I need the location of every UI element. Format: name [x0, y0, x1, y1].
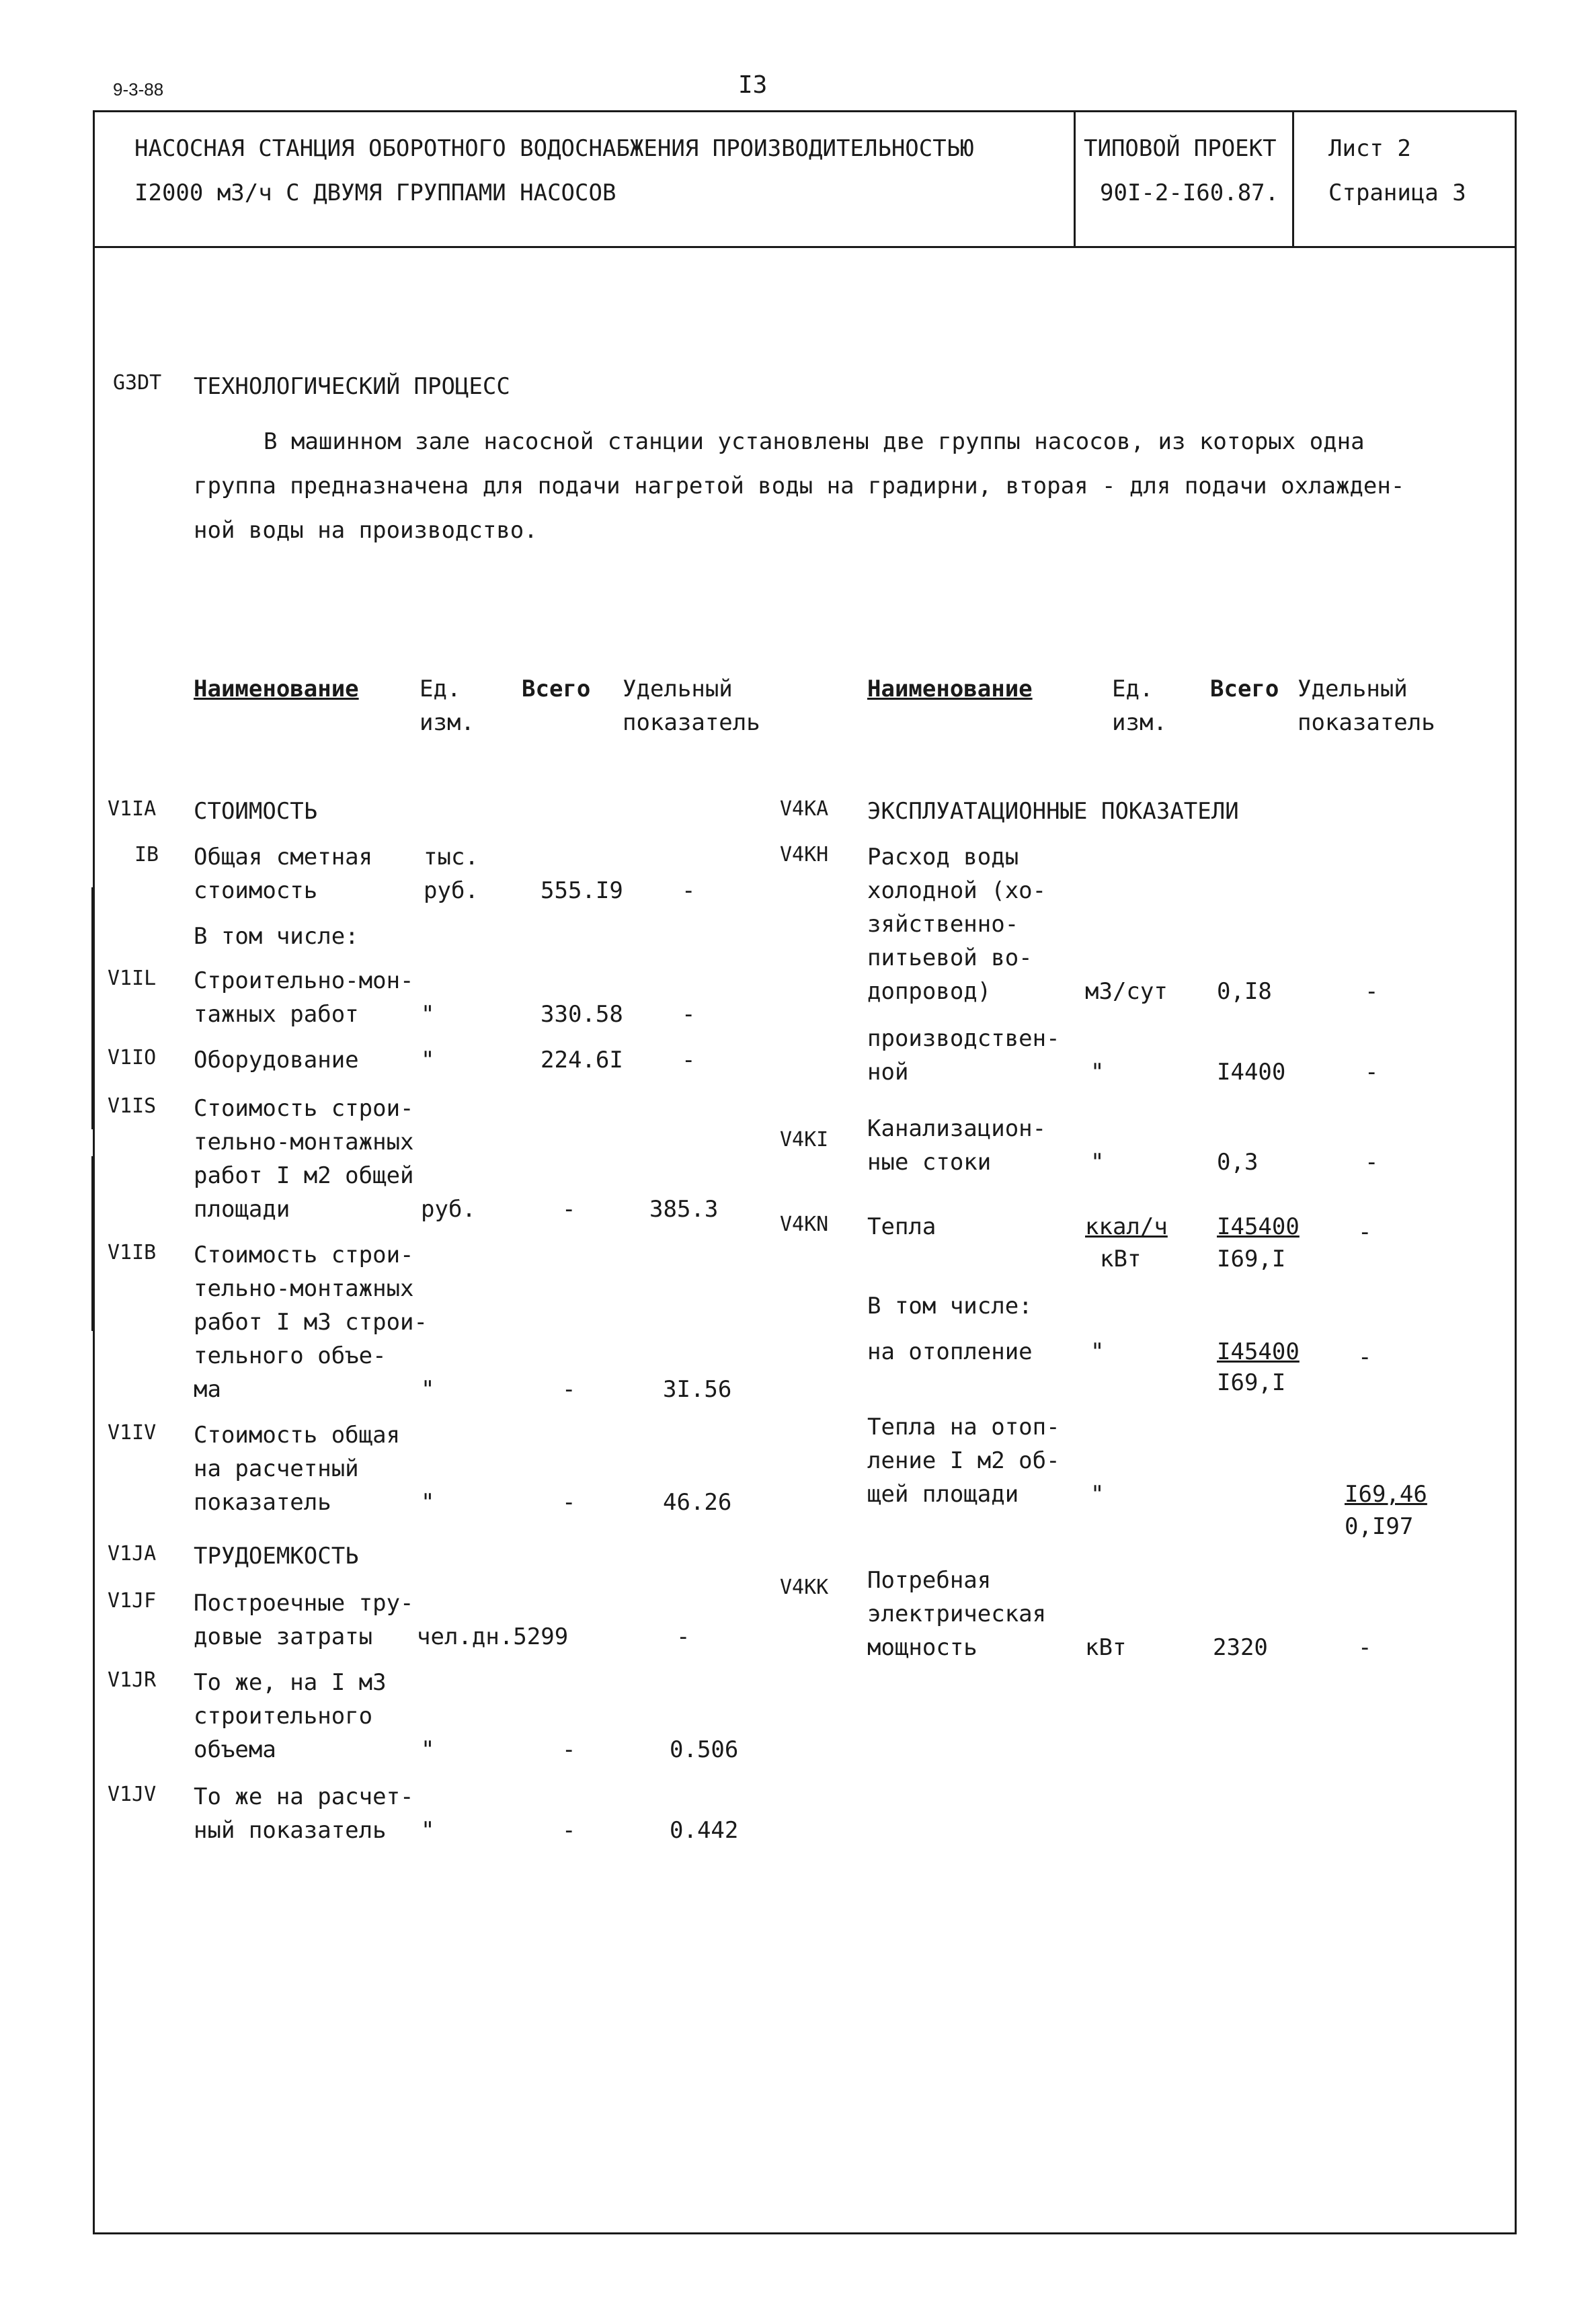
- row-unit-total: чел.дн.5299: [417, 1623, 569, 1650]
- page-label: Страница 3: [1328, 179, 1466, 206]
- row-specific: 3I.56: [663, 1376, 732, 1403]
- col-header-unit: изм.: [1112, 709, 1167, 736]
- row-total: 224.6I: [541, 1047, 623, 1074]
- row-unit: ": [421, 1489, 435, 1516]
- row-total: -: [562, 1376, 576, 1403]
- col-header-total: Всего: [522, 676, 591, 702]
- row-label: зяйственно-: [867, 911, 1019, 938]
- row-label: Общая сметная: [194, 844, 373, 871]
- row-label: тельно-монтажных: [194, 1129, 414, 1156]
- row-label: Тепла на отоп-: [867, 1414, 1060, 1441]
- row-code: V4KK: [780, 1576, 829, 1599]
- row-unit: ": [421, 1736, 435, 1763]
- section-title: ТЕХНОЛОГИЧЕСКИЙ ПРОЦЕСС: [194, 373, 510, 400]
- row-label: То же, на I м3: [194, 1669, 387, 1696]
- row-specific: 0,I97: [1345, 1513, 1414, 1540]
- row-label: холодной (хо-: [867, 877, 1047, 904]
- sheet-number: Лист 2: [1328, 135, 1411, 162]
- row-code: V1JV: [108, 1783, 157, 1806]
- row-unit: руб.: [421, 1196, 476, 1223]
- row-label: Расход воды: [867, 844, 1019, 871]
- section-code: G3DT: [113, 371, 162, 395]
- row-label: тельно-монтажных: [194, 1275, 414, 1302]
- row-total: -: [562, 1817, 576, 1844]
- row-code: IB: [134, 843, 159, 866]
- row-specific: I69,46: [1345, 1481, 1427, 1508]
- page-number: I3: [738, 71, 768, 99]
- row-code: V1IO: [108, 1046, 157, 1069]
- row-label: питьевой во-: [867, 944, 1033, 971]
- row-code: V1IS: [108, 1094, 157, 1118]
- row-label: щей площади: [867, 1481, 1019, 1508]
- margin-mark: [91, 1156, 93, 1331]
- project-number: 90I-2-I60.87.: [1100, 179, 1279, 206]
- document-title-line1: НАСОСНАЯ СТАНЦИЯ ОБОРОТНОГО ВОДОСНАБЖЕНИЯ ПРОИЗВОДИТЕЛЬНОСТЬЮ: [134, 135, 974, 162]
- row-code: V4KN: [780, 1213, 829, 1236]
- row-total: -: [562, 1196, 576, 1223]
- row-specific: 46.26: [663, 1489, 732, 1516]
- row-specific: -: [682, 877, 696, 904]
- row-label: Тепла: [867, 1213, 936, 1240]
- row-label: производствен-: [867, 1025, 1060, 1052]
- row-label: объема: [194, 1736, 276, 1763]
- row-unit: ": [421, 1817, 435, 1844]
- row-total: 330.58: [541, 1001, 623, 1028]
- row-label: допровод): [867, 978, 992, 1005]
- row-label: строительного: [194, 1703, 373, 1730]
- col-header-unit: изм.: [420, 709, 475, 736]
- row-code: V1JR: [108, 1668, 157, 1692]
- row-label: тельного объе-: [194, 1342, 387, 1369]
- row-label: Стоимость общая: [194, 1422, 401, 1449]
- row-unit: ": [1090, 1059, 1105, 1086]
- row-label: работ I м3 строи-: [194, 1309, 428, 1336]
- row-total: -: [562, 1489, 576, 1516]
- row-label: ма: [194, 1376, 221, 1403]
- row-specific: 0.442: [670, 1817, 739, 1844]
- col-header-name: Наименование: [867, 676, 1033, 702]
- row-unit: кВт: [1100, 1246, 1142, 1272]
- row-label: работ I м2 общей: [194, 1162, 414, 1189]
- row-label: довые затраты: [194, 1623, 373, 1650]
- group-title: ТРУДОЕМКОСТЬ: [194, 1543, 359, 1570]
- col-header-specific: Удельный: [1298, 676, 1408, 702]
- row-specific: -: [1358, 1634, 1372, 1661]
- row-specific: -: [682, 1047, 696, 1074]
- row-label: Канализацион-: [867, 1115, 1047, 1142]
- group-title: СТОИМОСТЬ: [194, 798, 318, 825]
- row-label: Оборудование: [194, 1047, 359, 1074]
- row-label: на отопление: [867, 1338, 1033, 1365]
- row-total: I69,I: [1217, 1369, 1286, 1396]
- row-label: показатель: [194, 1489, 331, 1516]
- row-unit: ": [1090, 1149, 1105, 1176]
- row-specific: -: [1365, 1059, 1379, 1086]
- row-label: стоимость: [194, 877, 318, 904]
- row-specific: -: [1365, 978, 1379, 1005]
- row-unit: ккал/ч: [1085, 1213, 1168, 1240]
- row-unit: тыс.: [424, 844, 479, 871]
- row-label: Строительно-мон-: [194, 967, 414, 994]
- col-header-specific: Удельный: [623, 676, 733, 702]
- row-unit: ": [421, 1047, 435, 1074]
- row-specific: -: [1358, 1344, 1372, 1371]
- subheading: В том числе:: [867, 1293, 1033, 1320]
- margin-mark: [91, 887, 93, 1129]
- row-label: ный показатель: [194, 1817, 387, 1844]
- row-label: ной: [867, 1059, 909, 1086]
- row-label: ные стоки: [867, 1149, 992, 1176]
- row-label: Стоимость строи-: [194, 1095, 414, 1122]
- row-code: V4KI: [780, 1128, 829, 1151]
- row-label: на расчетный: [194, 1455, 359, 1482]
- paragraph-line: ной воды на производство.: [194, 517, 538, 544]
- row-specific: 385.3: [649, 1196, 719, 1223]
- row-code: V4KA: [780, 797, 829, 821]
- row-label: мощность: [867, 1634, 977, 1661]
- row-total: I45400: [1217, 1213, 1300, 1240]
- paragraph-line: группа предназначена для подачи нагретой воды на градирни, вторая - для подачи охлажден-: [194, 473, 1405, 499]
- row-label: То же на расчет-: [194, 1783, 414, 1810]
- row-label: электрическая: [867, 1601, 1047, 1627]
- row-code: V1IV: [108, 1421, 157, 1445]
- project-label: ТИПОВОЙ ПРОЕКТ: [1084, 135, 1277, 162]
- row-unit: ": [421, 1001, 435, 1028]
- subheading: В том числе:: [194, 923, 359, 950]
- row-specific: -: [1365, 1149, 1379, 1176]
- row-code: V1IA: [108, 797, 157, 821]
- row-specific: -: [676, 1623, 690, 1650]
- col-header-unit: Ед.: [1112, 676, 1154, 702]
- col-header-unit: Ед.: [420, 676, 461, 702]
- col-header-specific: показатель: [1298, 709, 1435, 736]
- row-total: 2320: [1213, 1634, 1268, 1661]
- col-header-specific: показатель: [623, 709, 760, 736]
- row-code: V1JF: [108, 1589, 157, 1613]
- row-code: V1IL: [108, 967, 157, 990]
- row-code: V1IB: [108, 1241, 157, 1264]
- group-title: ЭКСПЛУАТАЦИОННЫЕ ПОКАЗАТЕЛИ: [867, 798, 1239, 825]
- col-header-total: Всего: [1210, 676, 1279, 702]
- row-unit: ": [1090, 1338, 1105, 1365]
- row-label: Построечные тру-: [194, 1590, 414, 1617]
- row-total: I4400: [1217, 1059, 1286, 1086]
- paragraph-line: В машинном зале насосной станции установлены две группы насосов, из которых одна: [264, 428, 1365, 455]
- row-specific: 0.506: [670, 1736, 739, 1763]
- row-total: I69,I: [1217, 1246, 1286, 1272]
- row-unit: кВт: [1085, 1634, 1127, 1661]
- row-total: I45400: [1217, 1338, 1300, 1365]
- row-label: площади: [194, 1196, 290, 1223]
- row-unit: ": [421, 1376, 435, 1403]
- row-label: Потребная: [867, 1567, 992, 1594]
- row-total: -: [562, 1736, 576, 1763]
- row-specific: -: [1358, 1219, 1372, 1246]
- row-specific: -: [682, 1001, 696, 1028]
- row-label: тажных работ: [194, 1001, 359, 1028]
- col-header-name: Наименование: [194, 676, 359, 702]
- document-code: 9-3-88: [113, 79, 164, 99]
- document-title-line2: I2000 м3/ч С ДВУМЯ ГРУППАМИ НАСОСОВ: [134, 179, 616, 206]
- row-unit: ": [1090, 1481, 1105, 1508]
- row-total: 0,3: [1217, 1149, 1259, 1176]
- row-label: ление I м2 об-: [867, 1447, 1060, 1474]
- row-total: 0,I8: [1217, 978, 1272, 1005]
- row-total: 555.I9: [541, 877, 623, 904]
- row-code: V4KH: [780, 843, 829, 866]
- row-label: Стоимость строи-: [194, 1242, 414, 1268]
- row-unit: м3/сут: [1085, 978, 1168, 1005]
- row-unit: руб.: [424, 877, 479, 904]
- row-code: V1JA: [108, 1542, 157, 1566]
